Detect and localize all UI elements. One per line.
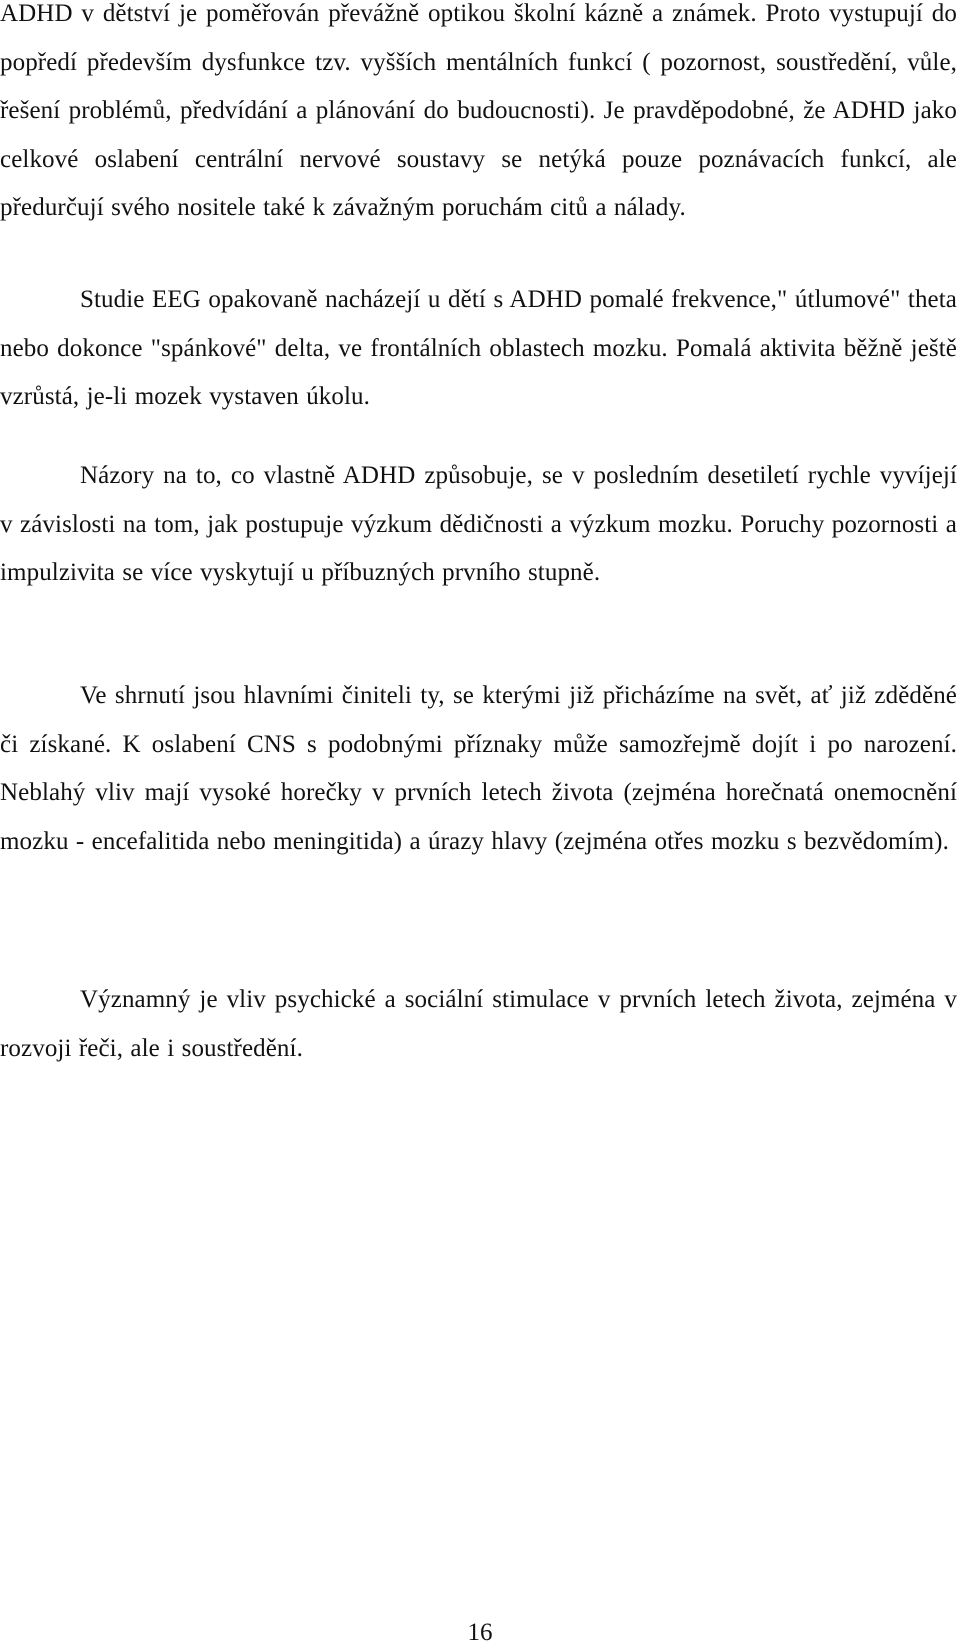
paragraph: Významný je vliv psychické a sociální stimulace v prvních letech života, zejména v rozvoji řeči, ale i soustředění. <box>0 986 957 1062</box>
paragraph: Studie EEG opakovaně nacházejí u dětí s ADHD pomalé frekvence," útlumové" theta nebo dokonce "spánkové" delta, ve frontálních oblastech mozku. Pomalá aktivita běžně ještě vzrůstá, je-li mozek vystaven úkolu. <box>0 286 957 410</box>
page-number: 16 <box>467 1619 493 1646</box>
paragraph: Názory na to, co vlastně ADHD způsobuje, se v posledním desetiletí rychle vyvíjejí v závislosti na tom, jak postupuje výzkum dědičnosti a výzkum mozku. Poruchy pozornosti a impulzivita se více vyskytují u příbuzných prvního stupně. <box>0 462 957 586</box>
paragraph: Ve shrnutí jsou hlavními činiteli ty, se kterými již přicházíme na svět, ať již zděděné či získané. K oslabení CNS s podobnými příznaky může samozřejmě dojít i po narození. Neblahý vliv mají vysoké horečky v prvních letech života (zejména horečnatá onemocnění mozku - encefalitida nebo meningitida) a úrazy hlavy (zejména otřes mozku s bezvědomím). <box>0 682 957 855</box>
paragraph: ADHD v dětství je poměřován převážně optikou školní kázně a známek. Proto vystupují do popředí především dysfunkce tzv. vyšších mentálních funkcí ( pozornost, soustředění, vůle, řešení problémů, předvídání a plánování do budoucnosti). Je pravděpodobné, že ADHD jako celkové oslabení centrální nervové soustavy se netýká pouze poznávacích funkcí, ale předurčují svého nositele také k závažným poruchám citů a nálady. <box>0 0 957 221</box>
